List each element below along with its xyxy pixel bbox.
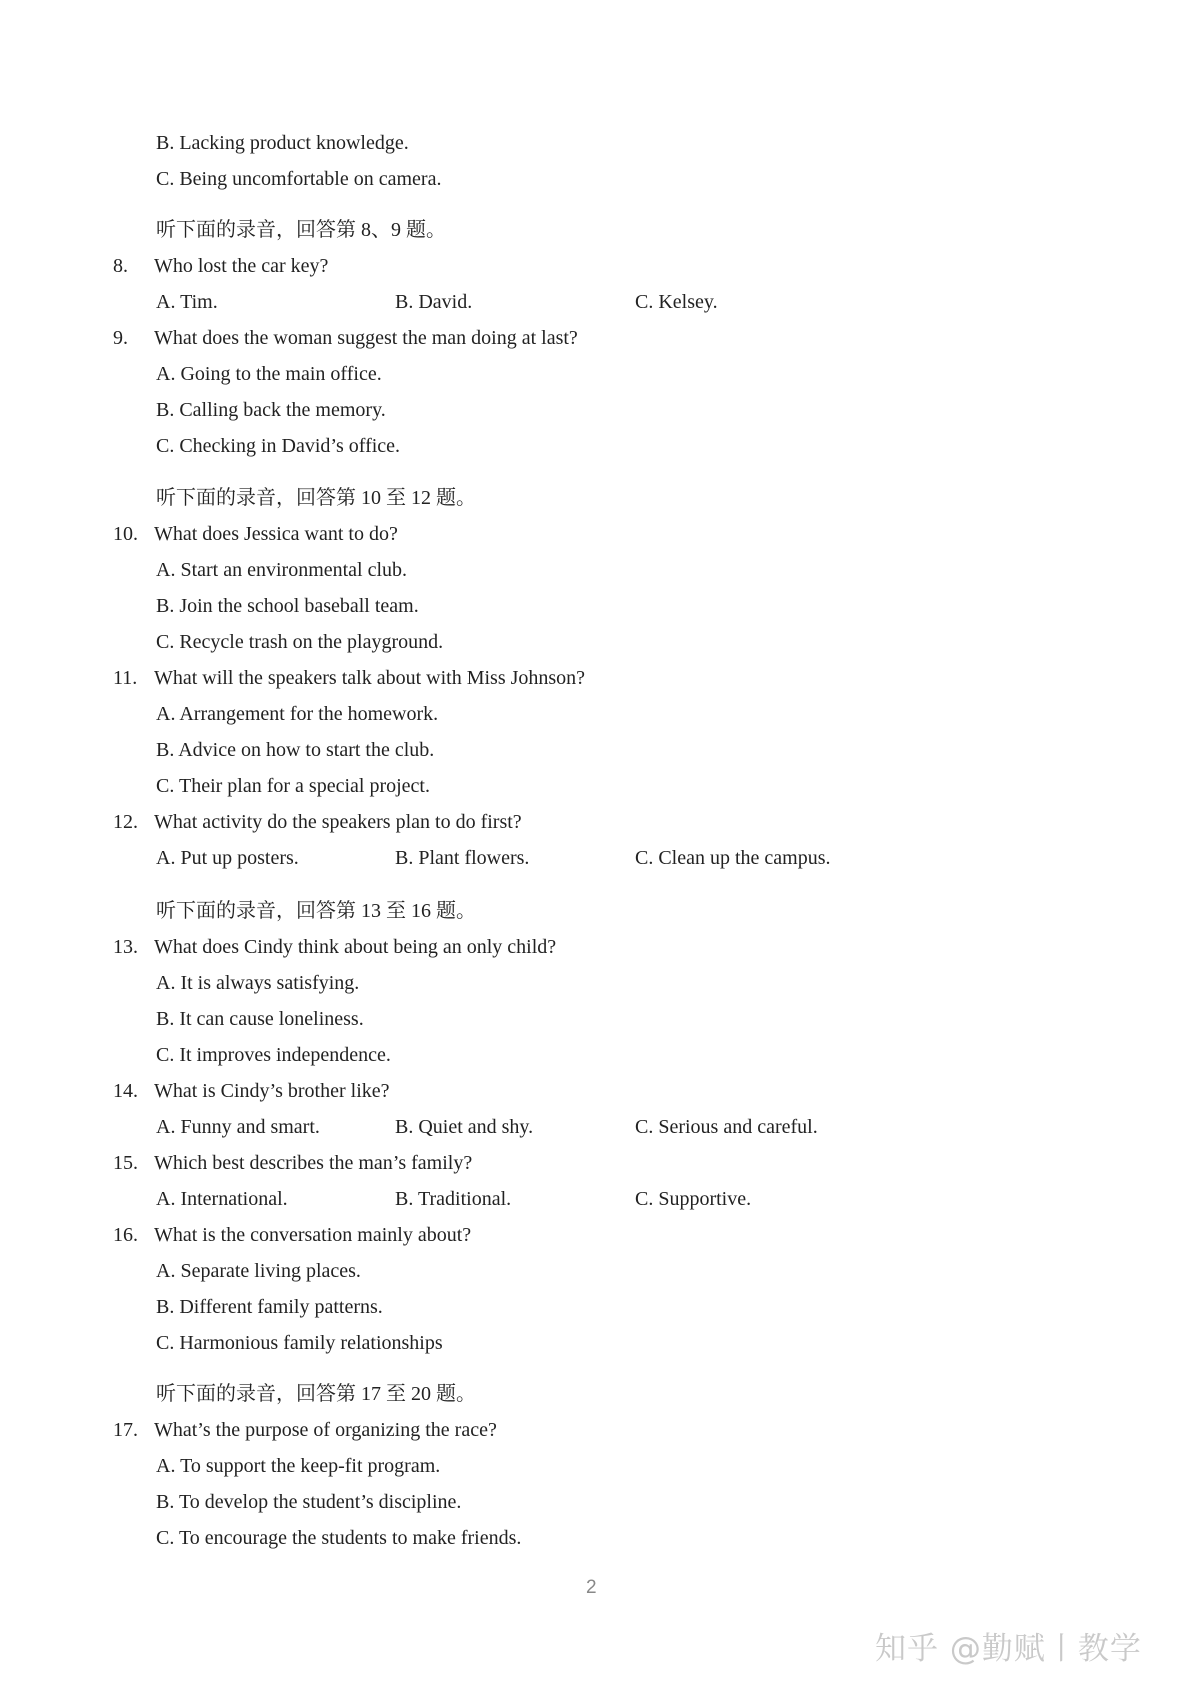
question-number: 16.	[113, 1224, 138, 1246]
q13-option-c: C. It improves independence.	[156, 1044, 391, 1066]
q11-option-b: B. Advice on how to start the club.	[156, 739, 435, 761]
question-number: 10.	[113, 523, 138, 545]
question-text: What does Jessica want to do?	[154, 523, 398, 545]
question-number: 15.	[113, 1152, 138, 1174]
q17-option-c: C. To encourage the students to make friends.	[156, 1527, 522, 1549]
q7-option-b: B. Lacking product knowledge.	[156, 132, 409, 154]
q14-option-b: B. Quiet and shy.	[395, 1116, 534, 1138]
question-number: 11.	[113, 667, 138, 689]
question-number: 17.	[113, 1419, 138, 1441]
q14-option-c: C. Serious and careful.	[635, 1116, 818, 1138]
q8-option-a: A. Tim.	[156, 291, 218, 313]
q11-option-c: C. Their plan for a special project.	[156, 775, 430, 797]
q15-option-c: C. Supportive.	[635, 1188, 752, 1210]
q13-option-a: A. It is always satisfying.	[156, 972, 360, 994]
question-number: 8.	[113, 255, 128, 277]
watermark: 知乎 @勤赋丨教学	[875, 1631, 1142, 1667]
q13-option-b: B. It can cause loneliness.	[156, 1008, 364, 1030]
q9-option-b: B. Calling back the memory.	[156, 399, 386, 421]
q15-option-a: A. International.	[156, 1188, 288, 1210]
question-number: 13.	[113, 936, 138, 958]
question-text: What will the speakers talk about with Miss Johnson?	[154, 667, 586, 689]
q12-option-a: A. Put up posters.	[156, 847, 299, 869]
q16-option-b: B. Different family patterns.	[156, 1296, 383, 1318]
q16-option-a: A. Separate living places.	[156, 1260, 361, 1282]
question-text: What does Cindy think about being an only child?	[154, 936, 557, 958]
question-number: 12.	[113, 811, 138, 833]
section-instruction-17-20: 听下面的录音，回答第 17 至 20 题。	[156, 1383, 476, 1405]
question-number: 14.	[113, 1080, 138, 1102]
section-instruction-8-9: 听下面的录音，回答第 8、9 题。	[156, 219, 446, 241]
q14-option-a: A. Funny and smart.	[156, 1116, 320, 1138]
q10-option-b: B. Join the school baseball team.	[156, 595, 419, 617]
question-text: Which best describes the man’s family?	[154, 1152, 473, 1174]
section-instruction-10-12: 听下面的录音，回答第 10 至 12 题。	[156, 487, 476, 509]
question-text: What is the conversation mainly about?	[154, 1224, 472, 1246]
q17-option-a: A. To support the keep-fit program.	[156, 1455, 441, 1477]
q8-option-b: B. David.	[395, 291, 473, 313]
question-text: What’s the purpose of organizing the race?	[154, 1419, 497, 1441]
q15-option-b: B. Traditional.	[395, 1188, 512, 1210]
question-text: Who lost the car key?	[154, 255, 329, 277]
q12-option-c: C. Clean up the campus.	[635, 847, 831, 869]
q16-option-c: C. Harmonious family relationships	[156, 1332, 443, 1354]
question-number: 9.	[113, 327, 128, 349]
q10-option-a: A. Start an environmental club.	[156, 559, 408, 581]
q9-option-c: C. Checking in David’s office.	[156, 435, 401, 457]
question-text: What is Cindy’s brother like?	[154, 1080, 390, 1102]
q11-option-a: A. Arrangement for the homework.	[156, 703, 439, 725]
q17-option-b: B. To develop the student’s discipline.	[156, 1491, 462, 1513]
page-number: 2	[586, 1577, 597, 1598]
q8-option-c: C. Kelsey.	[635, 291, 718, 313]
question-text: What does the woman suggest the man doing at last?	[154, 327, 578, 349]
question-text: What activity do the speakers plan to do first?	[154, 811, 522, 833]
q10-option-c: C. Recycle trash on the playground.	[156, 631, 444, 653]
section-instruction-13-16: 听下面的录音，回答第 13 至 16 题。	[156, 900, 476, 922]
q9-option-a: A. Going to the main office.	[156, 363, 382, 385]
q12-option-b: B. Plant flowers.	[395, 847, 530, 869]
q7-option-c: C. Being uncomfortable on camera.	[156, 168, 442, 190]
